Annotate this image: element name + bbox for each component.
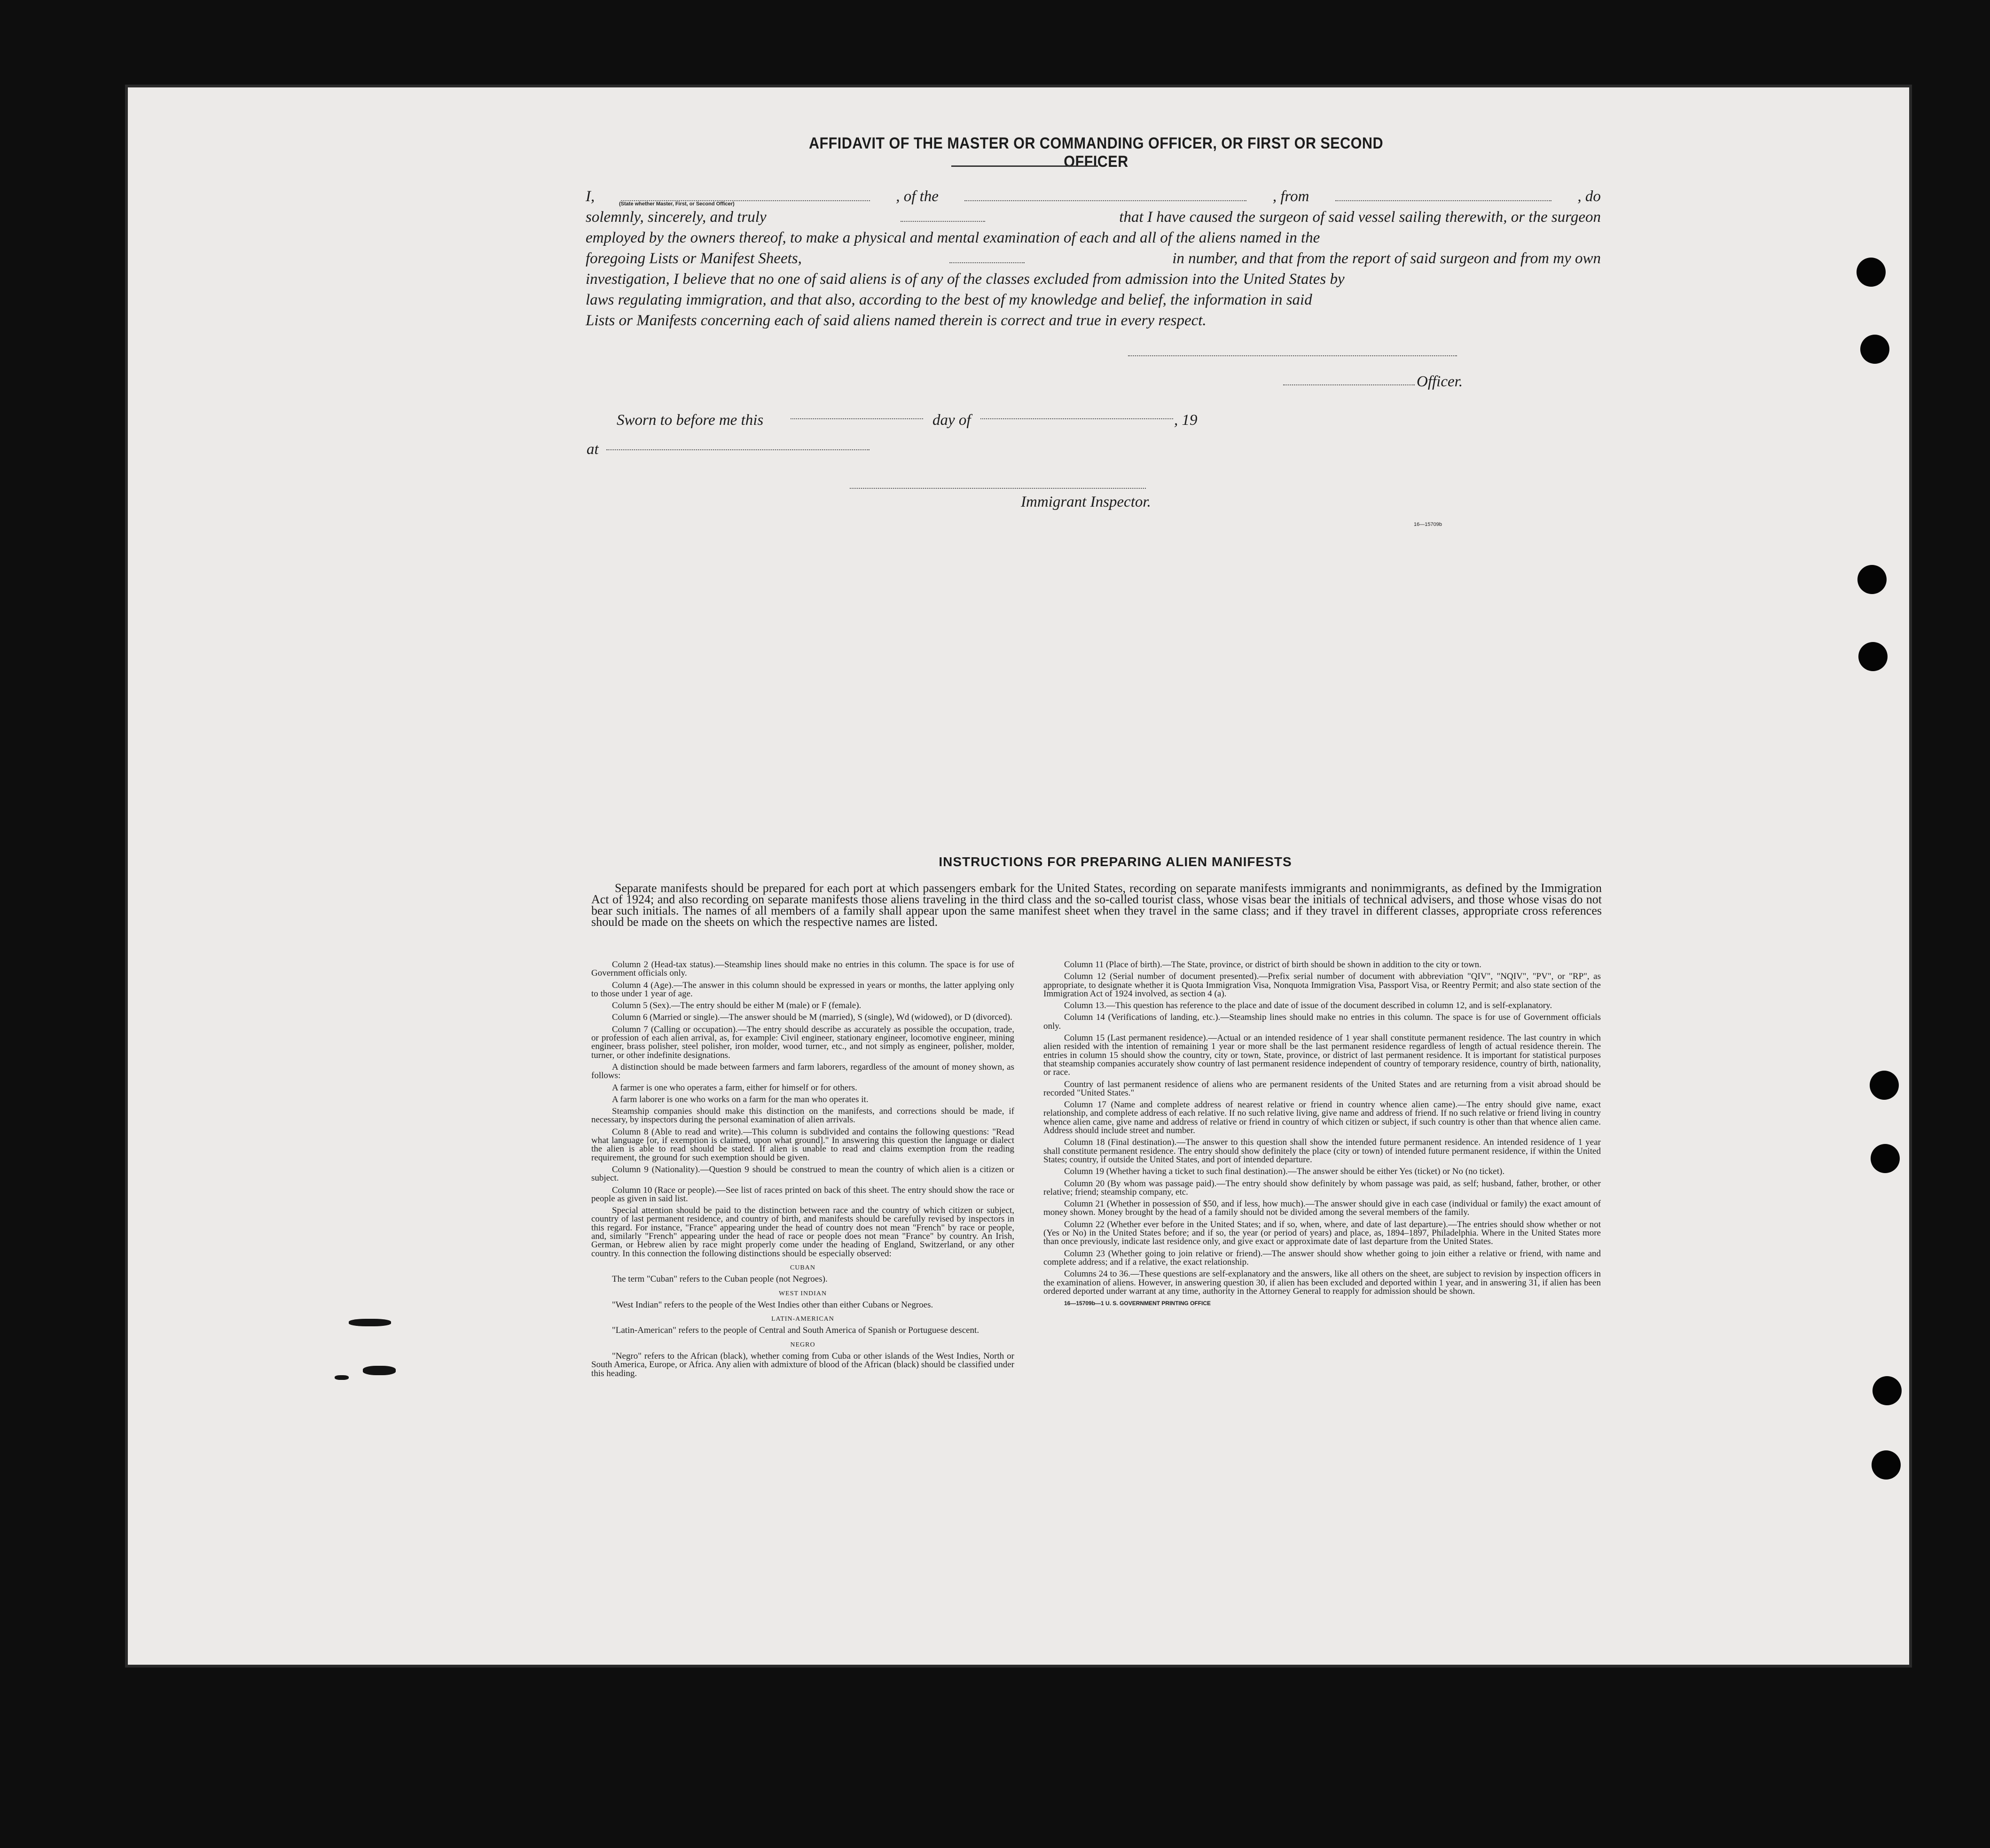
affidavit-i: I, [586, 188, 595, 205]
affidavit-line4a: foregoing Lists or Manifest Sheets, [586, 250, 802, 267]
binder-hole [1872, 1376, 1902, 1405]
officer-signature-line[interactable] [1128, 355, 1457, 356]
instruction-paragraph: Column 20 (By whom was passage paid).—The entry should show definitely by whom passage was paid, as self; husband, father, brother, or other relative; friend; steamship company, etc. [1043, 1178, 1601, 1197]
instruction-paragraph: Column 13.—This question has reference to the place and date of issue of the document described in column 12, and is self-explanatory. [1064, 1001, 1552, 1011]
inspector-signature-line[interactable] [850, 488, 1146, 489]
heading-cuban: CUBAN [790, 1264, 815, 1271]
instruction-paragraph: Column 10 (Race or people).—See list of races printed on back of this sheet. The entry should show the race or people as given in said list. [591, 1185, 1014, 1204]
definition-cuban: The term "Cuban" refers to the Cuban people (not Negroes). [612, 1274, 828, 1284]
instruction-paragraph: Steamship companies should make this distinction on the manifests, and corrections should be made, if necessary, by inspectors during the personal examination of alien arrivals. [591, 1106, 1014, 1125]
sheets-count-blank[interactable] [949, 251, 1025, 263]
document-page [128, 87, 1909, 1665]
affidavit-line6-text: laws regulating immigration, and that also, according to the best of my knowledge and belief, the information in said [586, 291, 1312, 308]
affidavit-do: , do [1577, 188, 1601, 205]
at-text: at [587, 441, 599, 458]
binder-hole [1870, 1071, 1899, 1100]
ink-smudge [335, 1375, 349, 1380]
affidavit-title: AFFIDAVIT OF THE MASTER OR COMMANDING OFFICER, OR FIRST OR SECOND OFFICER [808, 134, 1384, 171]
binder-hole [1871, 1144, 1900, 1173]
definition-west-indian: "West Indian" refers to the people of the West Indies other than either Cubans or Negroes. [612, 1300, 933, 1310]
instruction-paragraph: Column 14 (Verifications of landing, etc.).—Steamship lines should make no entries in this column. The space is for use of Government officials only. [1043, 1012, 1601, 1031]
instruction-paragraph: Column 6 (Married or single).—The answer should be M (married), S (single), Wd (widowed), or D (divorced). [612, 1012, 1012, 1023]
rank-note: (State whether Master, First, or Second Officer) [619, 201, 735, 207]
place-blank[interactable] [606, 449, 870, 450]
affidavit-line4b: in number, and that from the report of said surgeon and from my own [1172, 250, 1601, 267]
instructions-left-column [591, 961, 1014, 1381]
affidavit-line-6 [586, 290, 1601, 310]
departure-port-blank[interactable] [1335, 189, 1551, 201]
affidavit-line-7 [586, 310, 1601, 331]
instruction-paragraph: Column 12 (Serial number of document presented).—Prefix serial number of document with abbreviation "QIV", "NQIV", "PV", or "RP", as appropriate, to designate whether it is Quota Immigration Visa, Nonquota Immigration Visa, Passport Visa, or Reentry Permit; and also state section of the Immigration Act of 1924 involved, as section 4 (a). [1043, 971, 1601, 999]
instruction-paragraph: Column 8 (Able to read and write).—This column is subdivided and contains the following questions: "Read what language [or, if exemption is claimed, upon what ground]." In answering this question the language or dialect the alien is able to read should be stated. If alien is unable to read and claims exemption from the reading requirement, the ground for such exemption should be given. [591, 1127, 1014, 1163]
instruction-paragraph: Column 21 (Whether in possession of $50, and if less, how much).—The answer should give in each case (individual or family) the exact amount of money shown. Money brought by the head of a family should not be divided among the several members of the family. [1043, 1199, 1601, 1218]
instruction-paragraph: Column 23 (Whether going to join relative or friend).—The answer should show whether going to join either a relative or friend, with name and complete address; and if a relative, the exact relationship. [1043, 1248, 1601, 1267]
ink-smudge [349, 1319, 391, 1326]
day-of-text: day of [932, 412, 971, 429]
affidavit-line-5 [586, 269, 1601, 290]
instruction-paragraph: A distinction should be made between farmers and farm laborers, regardless of the amount of money shown, as follows: [591, 1062, 1014, 1081]
instruction-paragraph: Special attention should be paid to the distinction between race and the country of which citizen or subject, country of last permanent residence, and country of birth, and manifests should be carefully revised by inspectors in this regard. For instance, "France" appearing under the head of country does not mean "French" by race or people, and, similarly "French" appearing under the head of race or people does not mean "France" by country. An Irish, German, or Hebrew alien by race might properly come under the heading of England, Switzerland, or any other country. In this connection the following distinctions should be especially observed: [591, 1206, 1014, 1259]
binder-hole [1858, 642, 1888, 671]
binder-hole [1857, 258, 1886, 287]
instructions-title: INSTRUCTIONS FOR PREPARING ALIEN MANIFESTS [939, 854, 1292, 869]
heading-west-indian: WEST INDIAN [778, 1290, 827, 1297]
affidavit-of-the: , of the [896, 188, 939, 205]
officer-title-line[interactable] [1283, 384, 1415, 385]
instruction-paragraph: Column 4 (Age).—The answer in this column should be expressed in years or months, the latter applying only to those under 1 year of age. [591, 980, 1014, 999]
sworn-text: Sworn to before me this [617, 412, 764, 429]
heading-latin-american: LATIN-AMERICAN [771, 1316, 834, 1323]
affidavit-line2a: solemnly, sincerely, and truly [586, 209, 767, 226]
instruction-paragraph: Column 19 (Whether having a ticket to such final destination).—The answer should be either Yes (ticket) or No (no ticket). [1064, 1167, 1505, 1177]
year-text: , 19 [1174, 412, 1198, 429]
instruction-paragraph: Column 5 (Sex).—The entry should be either M (male) or F (female). [612, 1001, 862, 1011]
heading-negro: NEGRO [790, 1341, 815, 1348]
binder-hole [1857, 565, 1887, 594]
affidavit-line-1 [586, 186, 1601, 207]
affidavit-line5-text: investigation, I believe that no one of said aliens is of any of the classes excluded from admission into the United States by [586, 271, 1345, 288]
vessel-name-blank[interactable] [964, 189, 1246, 201]
affidavit-line2b: that I have caused the surgeon of said vessel sailing therewith, or the surgeon [1119, 209, 1601, 226]
instruction-paragraph: Column 22 (Whether ever before in the United States; and if so, when, where, and date of last departure).—The entries should show whether or not (Yes or No) in the United States before; and if so, the year (or period of years) and place, as, 1894–1897, Philadelphia. Where in the United States more than once previously, indicate last residence only, and give exact or approximate date of last departure from the United States. [1043, 1219, 1601, 1247]
binder-hole [1860, 335, 1889, 364]
officer-label: Officer. [1417, 373, 1463, 390]
instruction-paragraph: Column 18 (Final destination).—The answer to this question shall show the intended future permanent residence. An intended residence of 1 year shall constitute permanent residence. The entry should show definitely the place (city or town) of intended future permanent residence, if within the United States; country, if outside the United States, and port of intended departure. [1043, 1137, 1601, 1165]
binder-hole [1872, 1450, 1901, 1480]
inspector-label: Immigrant Inspector. [1021, 493, 1151, 510]
affidavit-line-3 [586, 227, 1601, 248]
instruction-paragraph: Columns 24 to 36.—These questions are self-explanatory and the answers, like all others on the sheet, are subject to revision by inspection officers in the examination of aliens. However, in answering question 30, if alien has been excluded and deported within 1 year, and in answering 31, if alien has been ordered deported under warrant at any time, authority in the Attorney General to reapply for admission should be shown. [1043, 1269, 1601, 1296]
instruction-paragraph: A farmer is one who operates a farm, either for himself or for others. [612, 1082, 857, 1093]
instruction-paragraph: Column 17 (Name and complete address of nearest relative or friend in country whence alien came).—The entry should give name, exact relationship, and complete address of each relative. If no such relative living, give name and address of friend. If no such relative or friend living in country whence alien came, give name and address of relative or friend in country of which citizen or subject, if such country is other than that whence alien came. Address should include street and number. [1043, 1100, 1601, 1136]
instruction-paragraph: Column 2 (Head-tax status).—Steamship lines should make no entries in this column. The space is for use of Government officials only. [591, 960, 1014, 979]
instructions-intro: Separate manifests should be prepared for each port at which passengers embark for the United States, recording on separate manifests immigrants and nonimmigrants, as defined by the Immigration Act of 1924; and also recording on separate manifests those aliens traveling in the third class and the so-called tourist class, whose visas bear the initials of technical advisers, and those whose visas do not bear such initials. The names of all members of a family shall appear upon the same manifest sheet when they travel in the same class; and if they travel in different classes, appropriate cross references should be made on the sheets on which the respective names are listed. [591, 881, 1602, 929]
instruction-paragraph: A farm laborer is one who works on a farm for the man who operates it. [612, 1094, 869, 1104]
instruction-paragraph: Column 15 (Last permanent residence).—Actual or an intended residence of 1 year shall constitute permanent residence. The last country in which alien resided with the intention of remaining 1 year or more shall be the last permanent residence regardless of length of actual residence therein. The entries in column 15 should show the country, city or town, State, province, or district of last permanent residence. It is important for statistical purposes that steamship companies accurately show country of last permanent residence independent of country of temporary residence, country of birth, nationality, or race. [1043, 1033, 1601, 1078]
instruction-paragraph: Column 7 (Calling or occupation).—The entry should describe as accurately as possible the occupation, trade, or profession of each alien arrival, as, for example: Civil engineer, stationary engineer, locomotive engineer, mining engineer, brass polisher, steel polisher, iron molder, wood turner, etc., and not simply as engineer, polisher, molder, turner, or other indefinite designations. [591, 1024, 1014, 1060]
affidavit-body [586, 186, 1601, 331]
instruction-paragraph: Column 11 (Place of birth).—The State, province, or district of birth should be shown in addition to the city or town. [1064, 960, 1481, 970]
affidavit-line7-text: Lists or Manifests concerning each of said aliens named therein is correct and true in every respect. [586, 312, 1207, 329]
instructions-right-column [1043, 961, 1601, 1311]
form-code: 16—15709b [1414, 522, 1442, 527]
affidavit-line3-text: employed by the owners thereof, to make a physical and mental examination of each and all of the aliens named in the [586, 229, 1320, 246]
definition-latin-american: "Latin-American" refers to the people of Central and South America of Spanish or Portuguese descent. [612, 1325, 979, 1336]
sworn-month-blank[interactable] [980, 418, 1173, 419]
affidavit-line-4 [586, 248, 1601, 269]
oath-blank[interactable] [901, 210, 985, 222]
sworn-day-blank[interactable] [791, 418, 923, 419]
ink-smudge [363, 1366, 396, 1375]
affidavit-line-2 [586, 207, 1601, 227]
instruction-paragraph: Column 9 (Nationality).—Question 9 should be construed to mean the country of which alien is a citizen or subject. [591, 1164, 1014, 1183]
instruction-paragraph: Country of last permanent residence of aliens who are permanent residents of the United States and are returning from a visit abroad should be recorded "United States." [1043, 1079, 1601, 1098]
definition-negro: "Negro" refers to the African (black), whether coming from Cuba or other islands of the West Indies, North or South America, Europe, or Africa. Any alien with admixture of blood of the African (black) should be classified under this heading. [591, 1351, 1014, 1378]
officer-rank-blank[interactable] [621, 189, 870, 201]
title-rule [951, 165, 1098, 167]
affidavit-from: , from [1272, 188, 1309, 205]
footer-code: 16—15709b—1 U. S. GOVERNMENT PRINTING OFFICE [1064, 1300, 1211, 1307]
